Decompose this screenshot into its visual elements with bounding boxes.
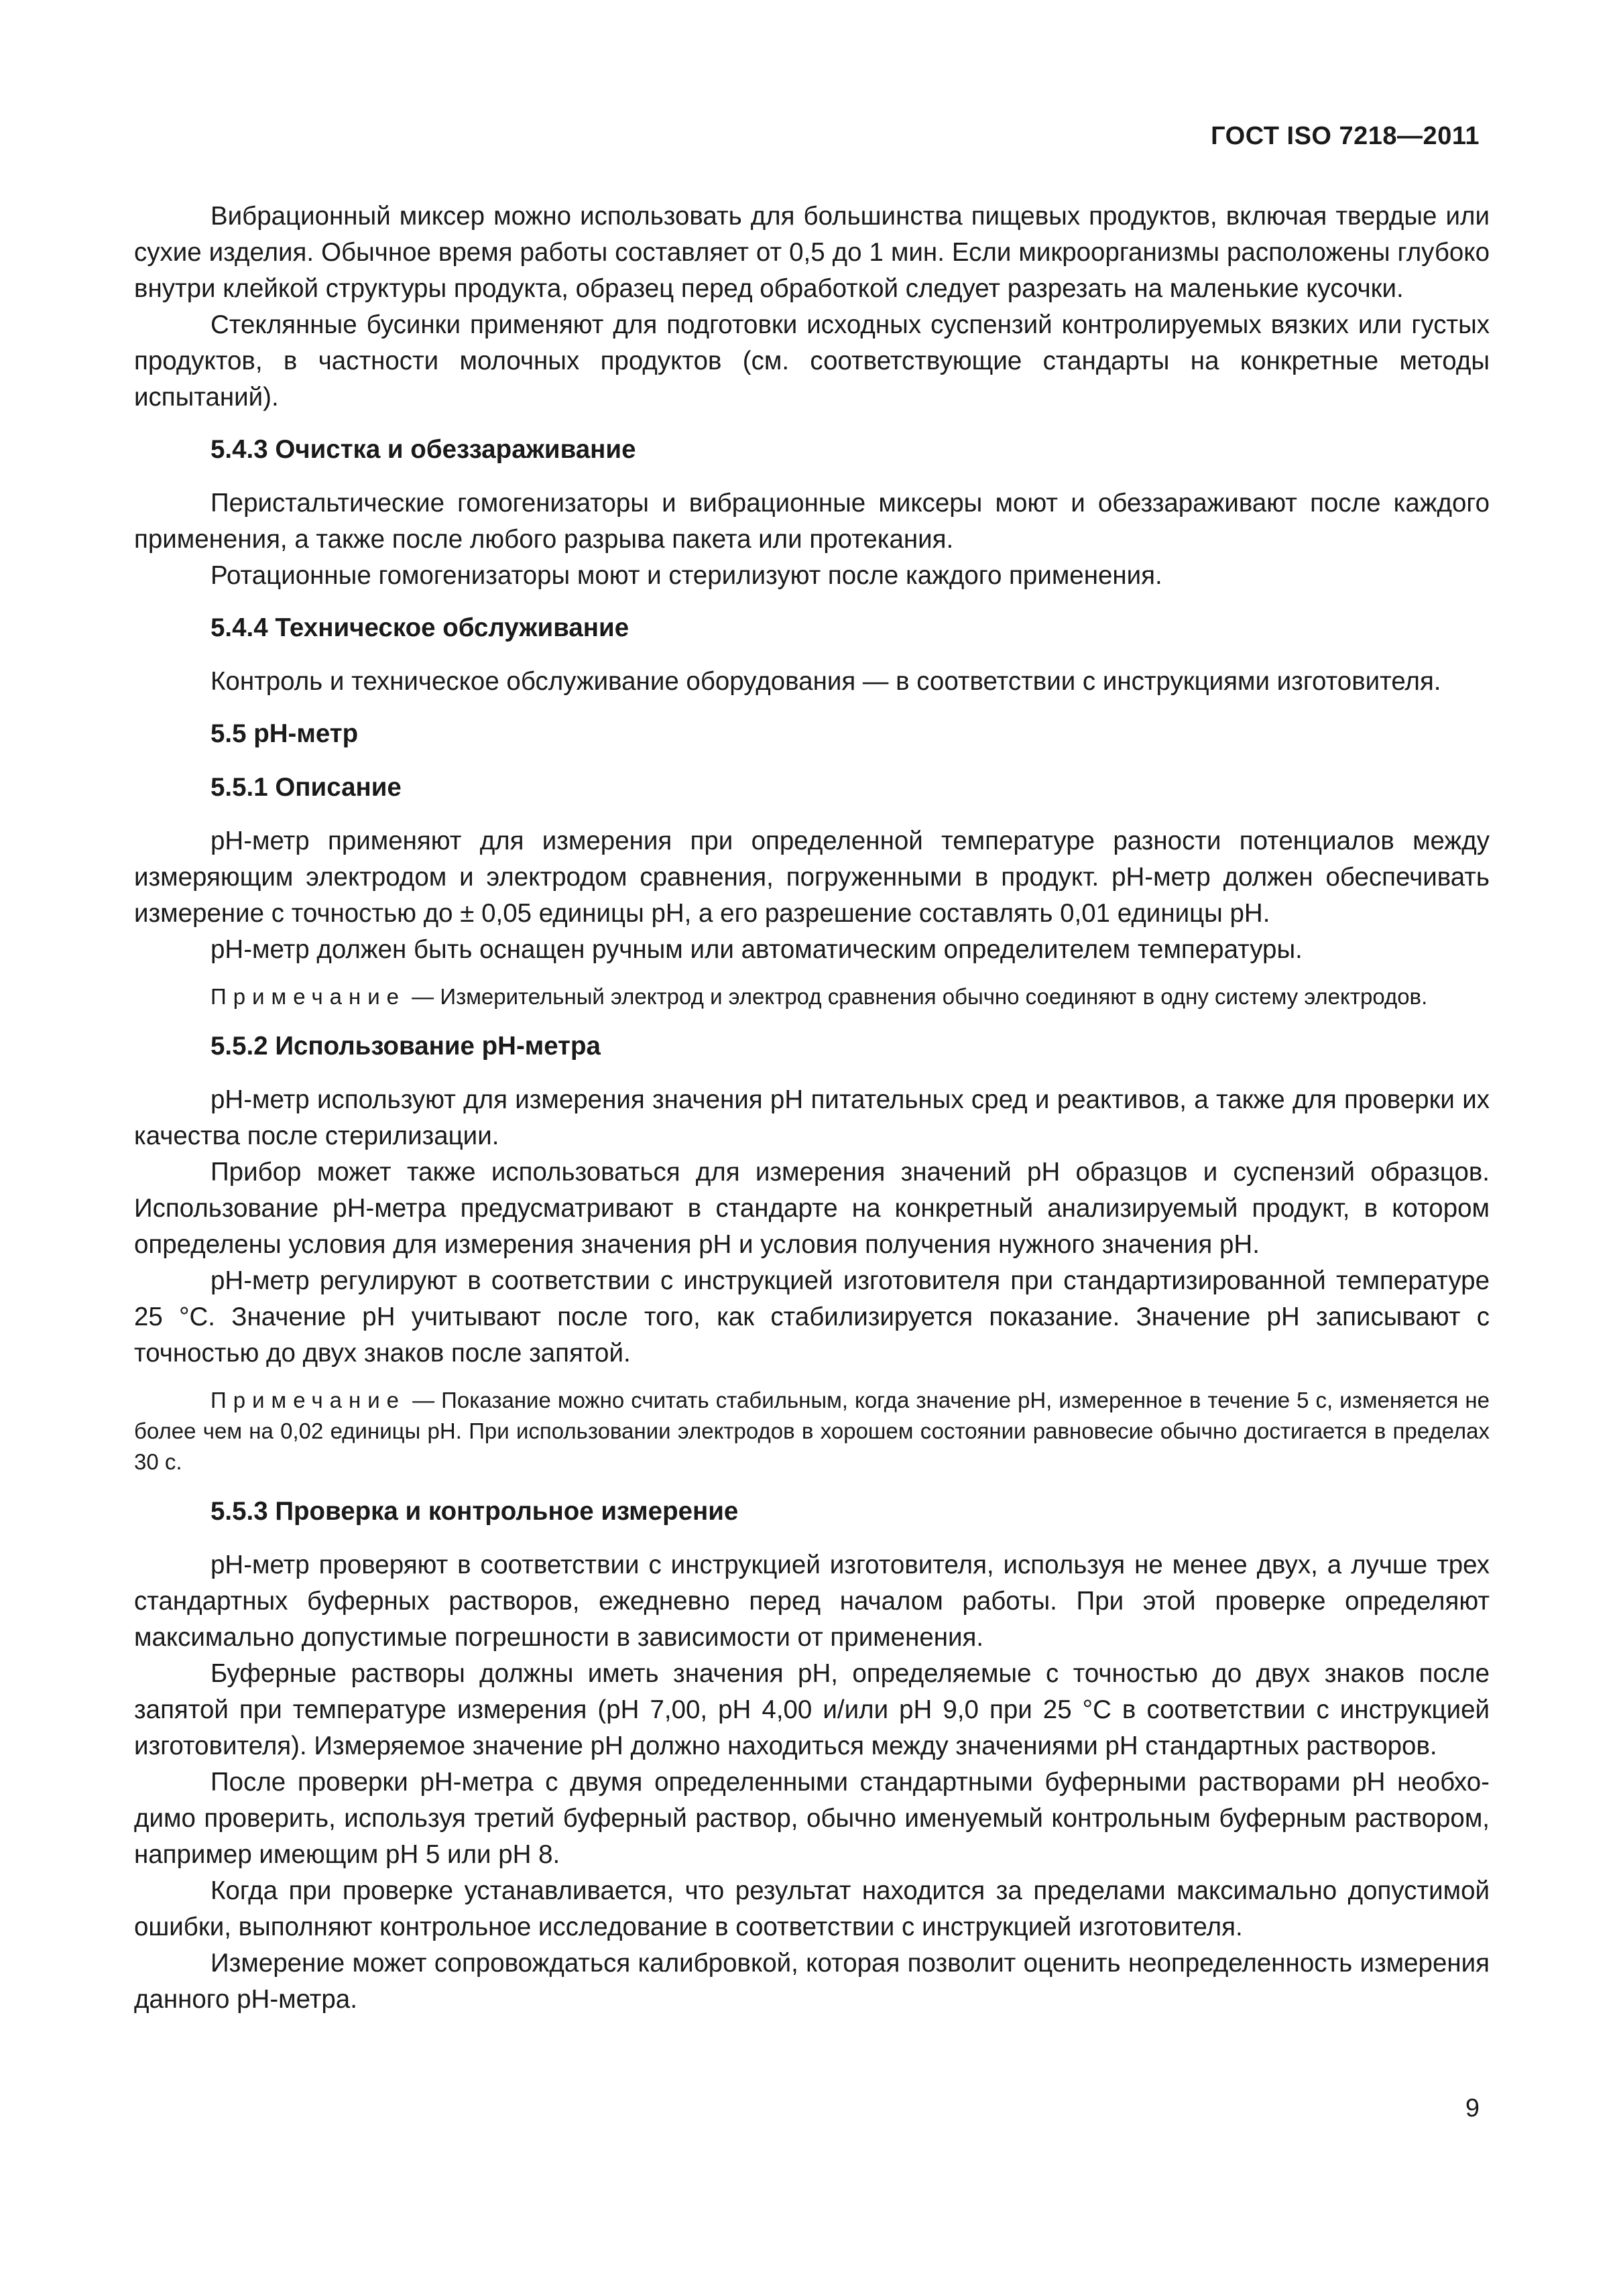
standard-header: ГОСТ ISO 7218—2011: [1211, 122, 1480, 150]
paragraph: Когда при проверке устанавливается, что результат находится за пределами максимально допустимой ошибки, выполняют контрольное исследование в соответствии с инструкцией изготовителя.: [134, 1876, 1490, 1941]
section-heading-5-5-3: 5.5.3 Проверка и контрольное измерение: [211, 1497, 739, 1526]
section-heading-5-5-1: 5.5.1 Описание: [211, 773, 402, 802]
paragraph: Прибор может также использоваться для измерения значений pH образцов и суспензий образцов. Использование pH-метра предусматривают в стандарте на конкретный анализируемый продукт, в котором определены условия для измерения значения pH и условия получения нужного значения pH.: [134, 1158, 1490, 1259]
section-heading-5-5: 5.5 pH-метр: [211, 719, 359, 748]
paragraph: Стеклянные бусинки применяют для подготовки исходных суспензий контролируемых вязких или густых продуктов, в частности молочных продуктов (см. соответствующие стандарты на конкретные методы испытаний).: [134, 310, 1490, 412]
paragraph: pH-метр должен быть оснащен ручным или автоматическим определителем температуры.: [211, 935, 1303, 964]
paragraph: Измерение может сопровождаться калибровкой, которая позволит оценить неопределенность измерения данного pH-метра.: [134, 1949, 1490, 2014]
paragraph: Буферные растворы должны иметь значения pH, определяемые с точностью до двух знаков после запятой при температуре измерения (pH 7,00, pH 4,00 и/или pH 9,0 при 25 °С в соответствии с инструкцией изготовителя). Измеряемое значение pH должно находиться между значениями pH стандартных растворов.: [134, 1659, 1490, 1760]
paragraph: Перистальтические гомогенизаторы и вибрационные миксеры моют и обеззараживают после каждого применения, а также после любого разрыва пакета или протекания.: [134, 489, 1490, 554]
page-number: 9: [1465, 2094, 1480, 2122]
note-label: Примечание: [211, 984, 406, 1009]
paragraph: pH-метр проверяют в соответствии с инструкцией изготовителя, используя не менее двух, а лучше трех стандартных буферных растворов, ежедневно перед началом работы. При этой проверке определяют максимально допустимые погрешности в зависимости от применения.: [134, 1551, 1490, 1652]
note: [134, 1385, 1490, 1477]
paragraph: pH-метр регулируют в соответствии с инструкцией изготовителя при стандартизированной температуре 25 °С. Значение pH учитывают после того, как стабилизируется показание. Значение pH записывают с точностью до двух знаков после запятой.: [134, 1266, 1490, 1368]
paragraph: Контроль и техническое обслуживание оборудования — в соответствии с инструкциями изготовителя.: [211, 667, 1441, 696]
note-text: — Показание можно считать стабильным, когда значение pH, измеренное в течение 5 с, изменяется не более чем на 0,02 единицы pH. При использовании электродов в хорошем состоянии равновесие обычно достигается в пределах 30 с.: [134, 1388, 1490, 1474]
note-text: — Измерительный электрод и электрод сравнения обычно соединяют в одну систему электродов.: [406, 984, 1428, 1009]
paragraph: pH-метр используют для измерения значения pH питательных сред и реактивов, а также для проверки их качества после стерилизации.: [134, 1085, 1490, 1150]
paragraph: Вибрационный миксер можно использовать для большинства пищевых продуктов, включая твердые или сухие изделия. Обычное время работы составляет от 0,5 до 1 мин. Если микроорганизмы расположены глубоко внутри клейкой структуры продукта, образец перед обработкой следует разрезать на маленькие кусочки.: [134, 202, 1490, 303]
note-label: Примечание: [211, 1388, 406, 1412]
paragraph: Ротационные гомогенизаторы моют и стерилизуют после каждого применения.: [211, 561, 1162, 590]
paragraph: После проверки pH-метра с двумя определенными стандартными буферными растворами pH необходимо проверить, используя третий буферный раствор, обычно именуемый контрольным буферным раствором, например имеющим pH 5 или pH 8.: [134, 1768, 1490, 1869]
section-heading-5-4-3: 5.4.3 Очистка и обеззараживание: [211, 435, 636, 464]
note: [134, 981, 1490, 1012]
document-body: [134, 198, 1490, 2018]
section-heading-5-5-2: 5.5.2 Использование pH-метра: [211, 1032, 601, 1061]
paragraph: pH-метр применяют для измерения при определенной температуре разности потенциалов между измеряющим электродом и электродом сравнения, погруженными в продукт. pH-метр должен обеспечивать измерение с точностью до ± 0,05 единицы pH, а его разрешение составлять 0,01 единицы pH.: [134, 827, 1490, 928]
section-heading-5-4-4: 5.4.4 Техническое обслуживание: [211, 613, 629, 642]
